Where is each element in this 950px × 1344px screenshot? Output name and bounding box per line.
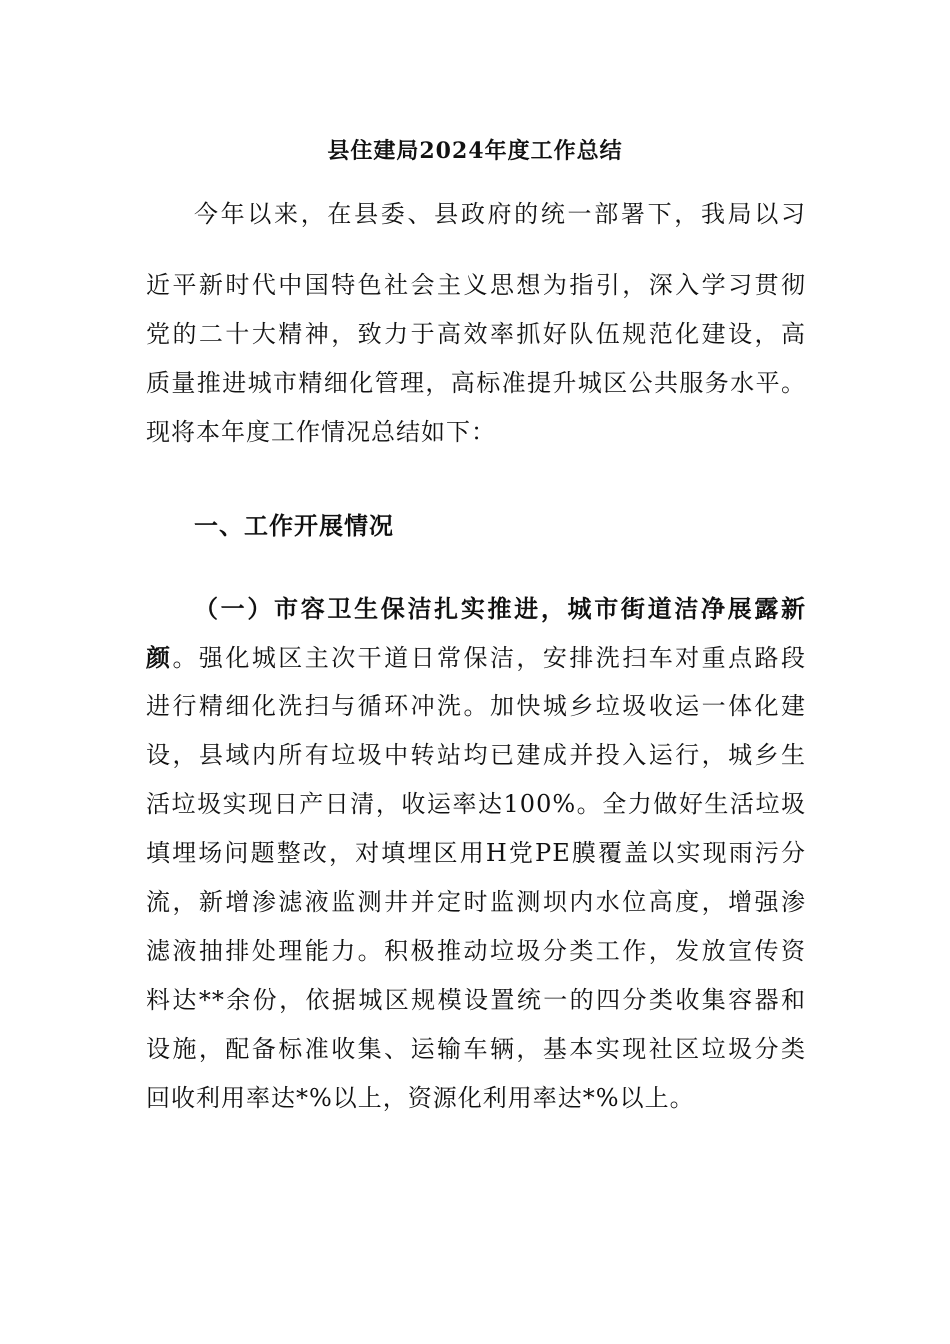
body-line-1 xyxy=(146,633,806,682)
body-line-8: 料达**余份，依据城区规模设置统一的四分类收集容器和 xyxy=(146,986,806,1014)
intro-line-1: 今年以来，在县委、县政府的统一部署下，我局以习 xyxy=(194,200,806,228)
intro-line-4: 质量推进城市精细化管理，高标准提升城区公共服务水平。 xyxy=(146,369,806,397)
body-line-1-text: 。强化城区主次干道日常保洁，安排洗扫车对重点路段 xyxy=(172,644,806,672)
body-line-9: 设施，配备标准收集、运输车辆，基本实现社区垃圾分类 xyxy=(146,1035,806,1063)
subsection-title-line-1: （一）市容卫生保洁扎实推进，城市街道洁净展露新 xyxy=(194,594,806,623)
body-line-10: 回收利用率达*%以上，资源化利用率达*%以上。 xyxy=(146,1084,695,1112)
subsection-title-line-2: 颜 xyxy=(146,643,173,672)
body-line-7: 滤液抽排处理能力。积极推动垃圾分类工作，发放宣传资 xyxy=(146,937,806,965)
intro-line-2: 近平新时代中国特色社会主义思想为指引，深入学习贯彻 xyxy=(146,271,806,299)
body-line-3: 设，县域内所有垃圾中转站均已建成并投入运行，城乡生 xyxy=(146,741,806,769)
body-line-2: 进行精细化洗扫与循环冲洗。加快城乡垃圾收运一体化建 xyxy=(146,692,806,720)
intro-line-3: 党的二十大精神，致力于高效率抓好队伍规范化建设，高 xyxy=(146,320,806,348)
section-heading: 一、工作开展情况 xyxy=(194,511,394,540)
intro-line-5: 现将本年度工作情况总结如下： xyxy=(146,418,496,446)
body-line-4: 活垃圾实现日产日清，收运率达100%。全力做好生活垃圾 xyxy=(146,790,806,818)
body-line-5: 填埋场问题整改，对填埋区用H党PE膜覆盖以实现雨污分 xyxy=(146,839,806,867)
body-line-6: 流，新增渗滤液监测井并定时监测坝内水位高度，增强渗 xyxy=(146,888,806,916)
document-title: 县住建局2024年度工作总结 xyxy=(327,138,623,164)
